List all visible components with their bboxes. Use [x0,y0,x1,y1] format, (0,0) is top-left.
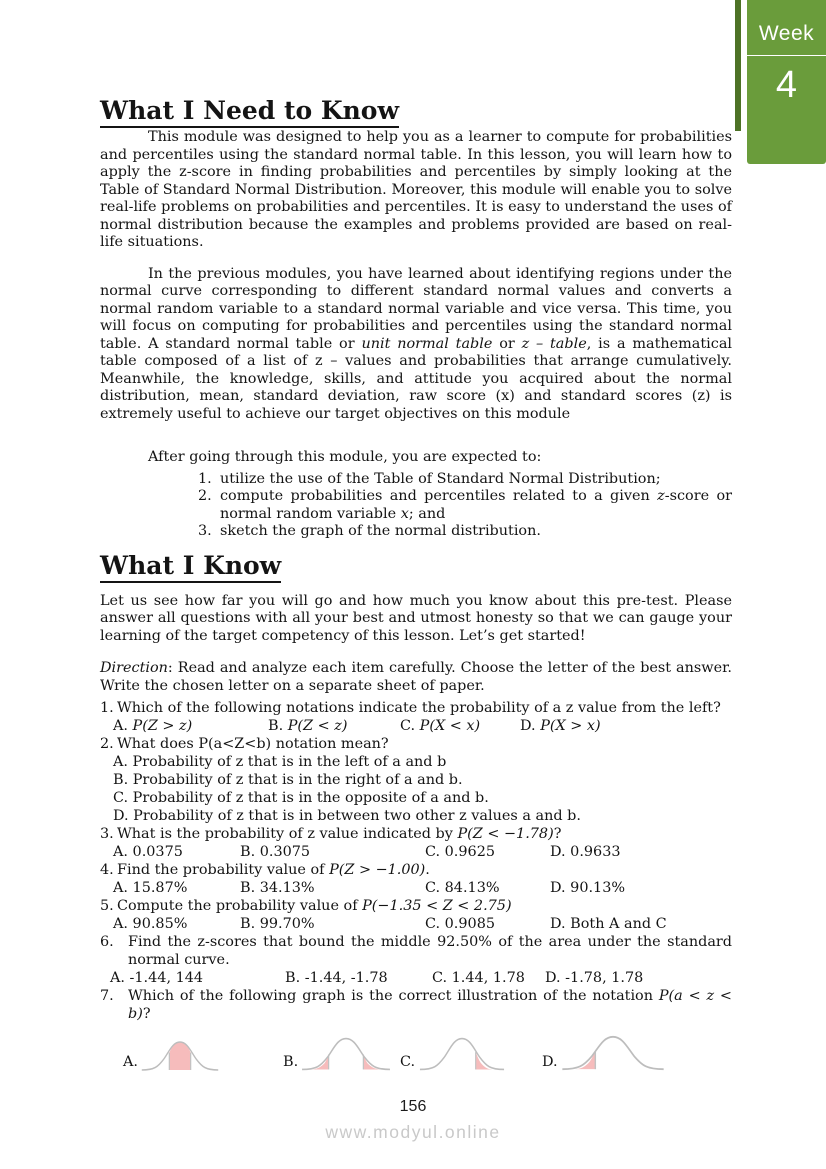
option-a: A. Probability of z that is in the left of a and b [113,754,447,770]
intro-paragraph-1: This module was designed to help you as a learner to compute for probabilities and percentiles using the standard normal table. In this lesson, you will learn how to apply the z-score in finding probabilities and percentiles by simply looking at the Table of Standard Normal Distribution. Moreover, this module will enable you to solve real-life problems on probabilities and percentiles. It is easy to understand the uses of normal distribution because the examples and problems provided are based on real-life situations. [100,129,732,250]
graph-option-a-label: A. [123,1054,138,1070]
question-1: 1. Which of the following notations indicate the probability of a z value from the left? [100,700,721,716]
option-d: D. -1.78, 1.78 [545,970,644,986]
week-label: Week [758,22,815,45]
normal-curve-left-tail-shaded [560,1031,666,1075]
option-d: D. Both A and C [550,916,667,932]
objectives-lead: After going through this module, you are expected to: [148,449,542,465]
graph-option-c-label: C. [400,1054,416,1070]
normal-curve-middle-shaded [140,1037,220,1075]
question-6-options [100,969,732,987]
option-d: D. Probability of z that is in between two other z values a and b. [113,808,581,824]
question-3: 3. What is the probability of z value indicated by P(Z < −1.78)? [100,826,562,842]
option-a: A. 0.0375 [113,844,183,860]
week-badge-ribbon-strip [735,0,741,131]
question-2: 2. What does P(a<Z<b) notation mean? [100,736,389,752]
option-c: C. 1.44, 1.78 [432,970,525,986]
pretest-questions [100,699,732,1083]
option-c: C. P(X < x) [400,718,481,734]
question-5: 5. Compute the probability value of P(−1.35 < Z < 2.75) [100,898,512,914]
section-title-what-i-need-to-know: What I Need to Know [100,96,732,126]
graph-option-d-label: D. [542,1054,558,1070]
question-3-options [100,843,732,861]
option-c: C. 0.9625 [425,844,495,860]
option-a: A. 90.85% [113,916,188,932]
option-a: A. P(Z > z) [113,718,193,734]
question-5-options [100,915,732,933]
option-b: B. P(Z < z) [268,718,348,734]
option-d: D. P(X > x) [520,718,601,734]
graph-option-b-label: B. [283,1054,299,1070]
normal-curve-both-tails-shaded [300,1033,392,1075]
page-number: 156 [399,1098,427,1115]
intro-paragraph-2: In the previous modules, you have learned about identifying regions under the normal curve corresponding to different standard normal values and converts a normal random variable to a standard normal variable and vice versa. This time, you will focus on computing for probabilities and percentiles using the standard normal table. A standard normal table or unit normal table or z – table, is a mathematical table composed of a list of z – values and probabilities that arrange cumulatively. Meanwhile, the knowledge, skills, and attitude you acquired about the normal distribution, mean, standard deviation, raw score (x) and standard scores (z) is extremely useful to achieve our target objectives on this module [100,265,733,422]
question-7-graph-options [100,1031,732,1083]
option-a: A. 15.87% [113,880,188,896]
week-badge [747,0,826,164]
page-content [100,0,732,1083]
option-c: C. 84.13% [425,880,500,896]
option-c: C. Probability of z that is in the opposite of a and b. [113,790,489,806]
objective-item: 2. compute probabilities and percentiles related to a given z-score or normal random variable x; and [198,488,733,522]
question-4: 4. Find the probability value of P(Z > −1.00). [100,862,430,878]
section-title-what-i-know: What I Know [100,551,732,581]
week-number: 4 [775,64,798,106]
option-b: B. 34.13% [240,880,315,896]
option-d: D. 90.13% [550,880,626,896]
option-b: B. Probability of z that is in the right of a and b. [113,772,463,788]
pretest-intro: Let us see how far you will go and how much you know about this pre-test. Please answer all questions with all your best and utmost honesty so that we can gauge your learning of the target competency of this lesson. Let’s get started! [100,592,732,644]
option-b: B. 0.3075 [240,844,311,860]
option-b: B. 99.70% [240,916,315,932]
question-4-options [100,879,732,897]
option-a: A. -1.44, 144 [110,970,204,986]
question-6: 6. Find the z-scores that bound the middle 92.50% of the area under the standard normal curve. [100,934,732,968]
objectives-list [100,471,732,541]
question-1-options [100,717,732,735]
pretest-direction: Direction: Read and analyze each item carefully. Choose the letter of the best answer. Write the chosen letter on a separate sheet of paper. [100,660,732,694]
option-c: C. 0.9085 [425,916,495,932]
question-7: 7. Which of the following graph is the correct illustration of the notation P(a < z < b)? [100,988,732,1022]
option-b: B. -1.44, -1.78 [285,970,388,986]
site-url: www.modyul.online [325,1122,501,1142]
normal-curve-right-tail-shaded [418,1033,506,1075]
objective-item: 3. sketch the graph of the normal distribution. [198,523,541,539]
objective-item: 1. utilize the use of the Table of Standard Normal Distribution; [198,470,661,487]
week-badge-divider [747,55,826,56]
option-d: D. 0.9633 [550,844,621,860]
